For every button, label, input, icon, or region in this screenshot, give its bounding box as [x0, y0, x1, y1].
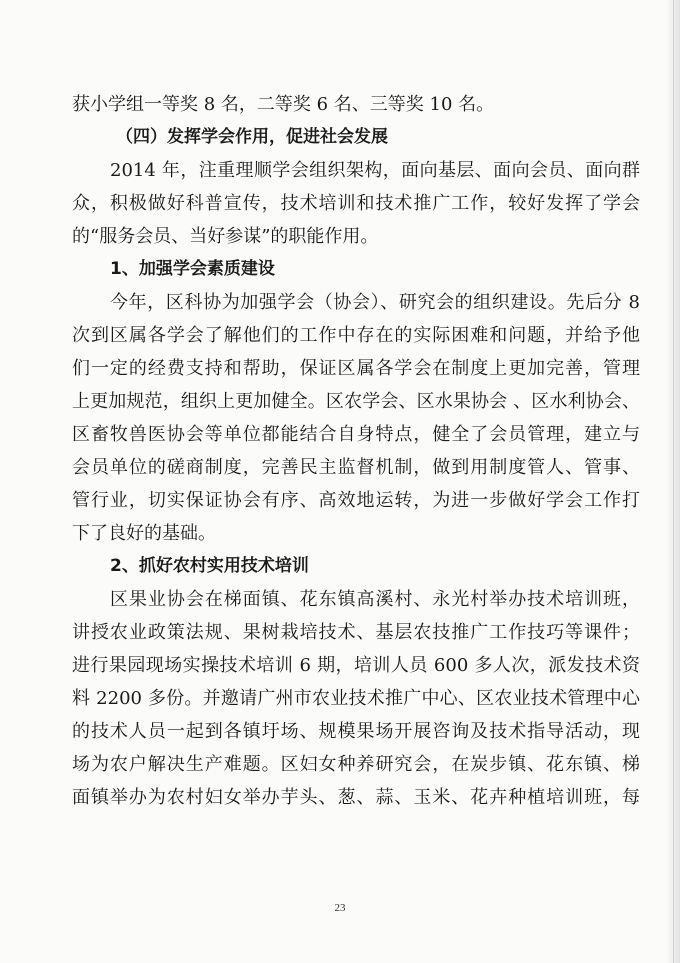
page-body: [72, 88, 640, 814]
paragraph-line: 区果业协会在梯面镇、花东镇高溪村、永光村举办技术培训班，: [110, 589, 640, 610]
paragraph-line: 2014 年，注重理顺学会组织架构，面向基层、面向会员、面向群: [110, 160, 640, 181]
paragraph-line: 进行果园现场实操技术培训 6 期，培训人员 600 多人次，派发技术资: [72, 655, 640, 676]
section-heading: （四）发挥学会作用，促进社会发展: [116, 127, 388, 147]
page-edge-line: [673, 0, 674, 963]
paragraph-line: 的技术人员一起到各镇圩场、规模果场开展咨询及技术指导活动，现: [72, 721, 640, 742]
paragraph-line: 们一定的经费支持和帮助，保证区属各学会在制度上更加完善，管理: [72, 358, 640, 379]
paragraph-line: 会员单位的磋商制度，完善民主监督机制，做到用制度管人、管事、: [72, 457, 640, 478]
paragraph-line: 料 2200 多份。并邀请广州市农业技术推广中心、区农业技术管理中心: [72, 688, 640, 709]
paragraph-line: 面镇举办为农村妇女举办芋头、葱、蒜、玉米、花卉种植培训班，每: [72, 787, 640, 808]
subsection-heading: 2、抓好农村实用技术培训: [110, 556, 309, 576]
page-number: 23: [334, 902, 346, 914]
paragraph-line: 的“服务会员、当好参谋”的职能作用。: [72, 226, 379, 247]
paragraph-line: 管行业，切实保证协会有序、高效地运转，为进一步做好学会工作打: [72, 490, 640, 511]
paragraph-line: 讲授农业政策法规、果树栽培技术、基层农技推广工作技巧等课件；: [72, 622, 640, 643]
subsection-heading: 1、加强学会素质建设: [110, 259, 275, 279]
paragraph-line: 众，积极做好科普宣传，技术培训和技术推广工作，较好发挥了学会: [72, 193, 640, 214]
paragraph-line: 上更加规范，组织上更加健全。区农学会、区水果协会 、区水利协会、: [72, 391, 640, 412]
paragraph-line: 今年，区科协为加强学会（协会）、研究会的组织建设。先后分 8: [110, 292, 640, 313]
paragraph-line: 场为农户解决生产难题。区妇女种养研究会，在炭步镇、花东镇、梯: [72, 754, 640, 775]
paragraph-line: 次到区属各学会了解他们的工作中存在的实际困难和问题，并给予他: [72, 325, 640, 346]
paragraph-line: 下了良好的基础。: [72, 523, 216, 544]
paragraph-line: 获小学组一等奖 8 名，二等奖 6 名、三等奖 10 名。: [72, 94, 495, 115]
paragraph-line: 区畜牧兽医协会等单位都能结合自身特点，健全了会员管理，建立与: [72, 424, 640, 445]
